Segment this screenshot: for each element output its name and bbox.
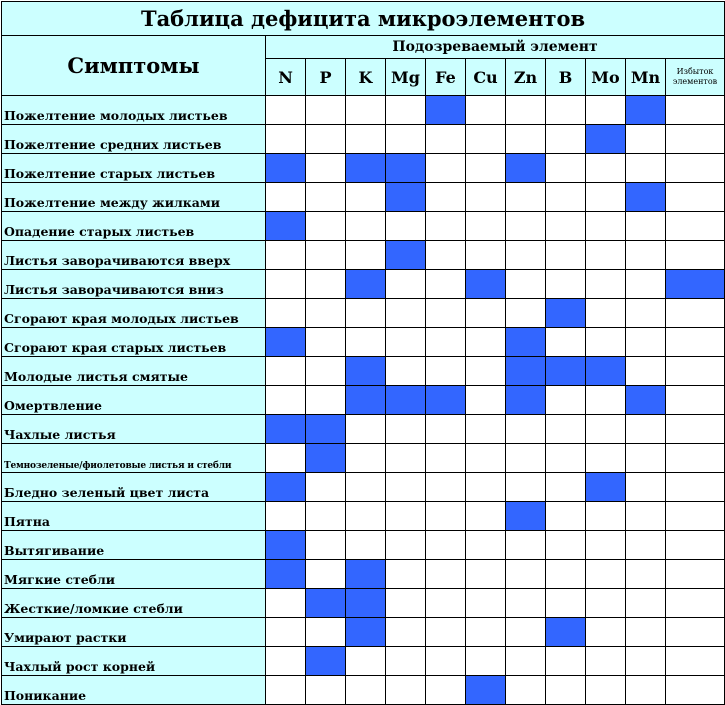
empty-cell bbox=[306, 618, 346, 647]
empty-cell bbox=[266, 357, 306, 386]
empty-cell bbox=[626, 241, 666, 270]
empty-cell bbox=[666, 154, 725, 183]
marked-cell bbox=[346, 618, 386, 647]
marked-cell bbox=[506, 154, 546, 183]
marked-cell bbox=[346, 154, 386, 183]
element-header-8: Mo bbox=[586, 59, 626, 96]
empty-cell bbox=[306, 560, 346, 589]
marked-cell bbox=[506, 328, 546, 357]
table-row bbox=[2, 647, 725, 676]
empty-cell bbox=[386, 502, 426, 531]
empty-cell bbox=[346, 96, 386, 125]
table-row bbox=[2, 183, 725, 212]
empty-cell bbox=[306, 270, 346, 299]
empty-cell bbox=[586, 560, 626, 589]
empty-cell bbox=[266, 125, 306, 154]
empty-cell bbox=[466, 560, 506, 589]
empty-cell bbox=[466, 125, 506, 154]
suspected-element-header: Подозреваемый элемент bbox=[266, 36, 725, 59]
empty-cell bbox=[266, 241, 306, 270]
empty-cell bbox=[666, 328, 725, 357]
empty-cell bbox=[466, 357, 506, 386]
empty-cell bbox=[626, 647, 666, 676]
empty-cell bbox=[306, 473, 346, 502]
empty-cell bbox=[546, 647, 586, 676]
empty-cell bbox=[626, 125, 666, 154]
empty-cell bbox=[586, 96, 626, 125]
empty-cell bbox=[426, 125, 466, 154]
empty-cell bbox=[386, 357, 426, 386]
empty-cell bbox=[666, 647, 725, 676]
empty-cell bbox=[626, 589, 666, 618]
empty-cell bbox=[626, 212, 666, 241]
marked-cell bbox=[586, 357, 626, 386]
table-row bbox=[2, 299, 725, 328]
empty-cell bbox=[586, 676, 626, 705]
marked-cell bbox=[386, 154, 426, 183]
marked-cell bbox=[506, 502, 546, 531]
empty-cell bbox=[506, 647, 546, 676]
empty-cell bbox=[586, 212, 626, 241]
empty-cell bbox=[546, 560, 586, 589]
empty-cell bbox=[346, 444, 386, 473]
symptom-label: Поникание bbox=[2, 676, 266, 705]
empty-cell bbox=[386, 560, 426, 589]
empty-cell bbox=[346, 328, 386, 357]
empty-cell bbox=[306, 125, 346, 154]
empty-cell bbox=[426, 241, 466, 270]
empty-cell bbox=[466, 444, 506, 473]
empty-cell bbox=[466, 618, 506, 647]
marked-cell bbox=[346, 560, 386, 589]
empty-cell bbox=[626, 502, 666, 531]
element-header-10: Избыток элементов bbox=[666, 59, 725, 96]
empty-cell bbox=[386, 270, 426, 299]
empty-cell bbox=[626, 560, 666, 589]
empty-cell bbox=[426, 473, 466, 502]
empty-cell bbox=[546, 676, 586, 705]
empty-cell bbox=[306, 212, 346, 241]
empty-cell bbox=[666, 589, 725, 618]
symptom-label: Пожелтение старых листьев bbox=[2, 154, 266, 183]
empty-cell bbox=[346, 473, 386, 502]
empty-cell bbox=[266, 444, 306, 473]
empty-cell bbox=[266, 647, 306, 676]
empty-cell bbox=[626, 357, 666, 386]
marked-cell bbox=[586, 125, 626, 154]
table-row bbox=[2, 96, 725, 125]
marked-cell bbox=[266, 212, 306, 241]
empty-cell bbox=[346, 212, 386, 241]
element-header-3: Mg bbox=[386, 59, 426, 96]
empty-cell bbox=[466, 502, 506, 531]
empty-cell bbox=[346, 676, 386, 705]
empty-cell bbox=[546, 154, 586, 183]
marked-cell bbox=[266, 560, 306, 589]
empty-cell bbox=[346, 502, 386, 531]
empty-cell bbox=[546, 125, 586, 154]
symptom-label: Сгорают края старых листьев bbox=[2, 328, 266, 357]
element-header-0: N bbox=[266, 59, 306, 96]
empty-cell bbox=[426, 502, 466, 531]
empty-cell bbox=[666, 531, 725, 560]
symptom-label: Вытягивание bbox=[2, 531, 266, 560]
empty-cell bbox=[546, 473, 586, 502]
empty-cell bbox=[346, 647, 386, 676]
empty-cell bbox=[506, 589, 546, 618]
table-row bbox=[2, 270, 725, 299]
empty-cell bbox=[546, 415, 586, 444]
element-header-4: Fe bbox=[426, 59, 466, 96]
empty-cell bbox=[546, 270, 586, 299]
empty-cell bbox=[666, 386, 725, 415]
empty-cell bbox=[546, 589, 586, 618]
empty-cell bbox=[546, 444, 586, 473]
empty-cell bbox=[506, 270, 546, 299]
symptom-label: Пожелтение между жилками bbox=[2, 183, 266, 212]
empty-cell bbox=[386, 96, 426, 125]
empty-cell bbox=[386, 299, 426, 328]
empty-cell bbox=[546, 183, 586, 212]
empty-cell bbox=[386, 589, 426, 618]
empty-cell bbox=[306, 386, 346, 415]
marked-cell bbox=[386, 183, 426, 212]
marked-cell bbox=[306, 589, 346, 618]
empty-cell bbox=[266, 270, 306, 299]
empty-cell bbox=[506, 183, 546, 212]
empty-cell bbox=[626, 270, 666, 299]
empty-cell bbox=[506, 125, 546, 154]
element-header-5: Cu bbox=[466, 59, 506, 96]
marked-cell bbox=[506, 357, 546, 386]
empty-cell bbox=[426, 560, 466, 589]
empty-cell bbox=[666, 96, 725, 125]
element-header-2: K bbox=[346, 59, 386, 96]
empty-cell bbox=[266, 299, 306, 328]
empty-cell bbox=[426, 299, 466, 328]
empty-cell bbox=[626, 618, 666, 647]
empty-cell bbox=[506, 618, 546, 647]
marked-cell bbox=[266, 473, 306, 502]
symptom-label: Бледно зеленый цвет листа bbox=[2, 473, 266, 502]
marked-cell bbox=[546, 618, 586, 647]
symptom-label: Пожелтение средних листьев bbox=[2, 125, 266, 154]
empty-cell bbox=[346, 531, 386, 560]
marked-cell bbox=[626, 183, 666, 212]
empty-cell bbox=[506, 415, 546, 444]
empty-cell bbox=[666, 299, 725, 328]
marked-cell bbox=[386, 386, 426, 415]
empty-cell bbox=[666, 618, 725, 647]
table-row bbox=[2, 589, 725, 618]
symptom-label: Чахлые листья bbox=[2, 415, 266, 444]
symptom-label: Опадение старых листьев bbox=[2, 212, 266, 241]
empty-cell bbox=[666, 502, 725, 531]
empty-cell bbox=[466, 154, 506, 183]
empty-cell bbox=[306, 154, 346, 183]
empty-cell bbox=[426, 357, 466, 386]
empty-cell bbox=[666, 676, 725, 705]
empty-cell bbox=[466, 647, 506, 676]
marked-cell bbox=[346, 270, 386, 299]
empty-cell bbox=[466, 473, 506, 502]
symptom-label: Сгорают края молодых листьев bbox=[2, 299, 266, 328]
empty-cell bbox=[426, 589, 466, 618]
symptom-label: Пожелтение молодых листьев bbox=[2, 96, 266, 125]
empty-cell bbox=[426, 618, 466, 647]
empty-cell bbox=[466, 531, 506, 560]
table-row bbox=[2, 357, 725, 386]
marked-cell bbox=[346, 589, 386, 618]
marked-cell bbox=[346, 386, 386, 415]
empty-cell bbox=[626, 531, 666, 560]
table-row bbox=[2, 676, 725, 705]
empty-cell bbox=[266, 676, 306, 705]
empty-cell bbox=[586, 386, 626, 415]
table-row bbox=[2, 618, 725, 647]
table-row bbox=[2, 415, 725, 444]
empty-cell bbox=[546, 328, 586, 357]
empty-cell bbox=[306, 328, 346, 357]
marked-cell bbox=[546, 299, 586, 328]
symptom-label: Чахлый рост корней bbox=[2, 647, 266, 676]
empty-cell bbox=[306, 299, 346, 328]
element-header-9: Mn bbox=[626, 59, 666, 96]
deficiency-table bbox=[1, 1, 725, 705]
table-row bbox=[2, 502, 725, 531]
empty-cell bbox=[546, 96, 586, 125]
element-header-6: Zn bbox=[506, 59, 546, 96]
empty-cell bbox=[506, 560, 546, 589]
symptom-rows bbox=[2, 96, 725, 705]
marked-cell bbox=[506, 386, 546, 415]
empty-cell bbox=[266, 618, 306, 647]
empty-cell bbox=[466, 386, 506, 415]
element-header-7: B bbox=[546, 59, 586, 96]
empty-cell bbox=[586, 328, 626, 357]
marked-cell bbox=[466, 676, 506, 705]
empty-cell bbox=[386, 531, 426, 560]
empty-cell bbox=[266, 96, 306, 125]
empty-cell bbox=[546, 241, 586, 270]
empty-cell bbox=[626, 444, 666, 473]
table-row bbox=[2, 328, 725, 357]
empty-cell bbox=[426, 328, 466, 357]
empty-cell bbox=[586, 589, 626, 618]
empty-cell bbox=[586, 154, 626, 183]
empty-cell bbox=[586, 299, 626, 328]
marked-cell bbox=[426, 386, 466, 415]
empty-cell bbox=[626, 676, 666, 705]
empty-cell bbox=[666, 357, 725, 386]
marked-cell bbox=[266, 531, 306, 560]
empty-cell bbox=[666, 444, 725, 473]
symptoms-column-header: Симптомы bbox=[2, 36, 266, 96]
empty-cell bbox=[586, 444, 626, 473]
symptom-label: Жесткие/ломкие стебли bbox=[2, 589, 266, 618]
empty-cell bbox=[546, 502, 586, 531]
empty-cell bbox=[506, 299, 546, 328]
marked-cell bbox=[546, 357, 586, 386]
empty-cell bbox=[426, 154, 466, 183]
table-row bbox=[2, 531, 725, 560]
marked-cell bbox=[306, 415, 346, 444]
empty-cell bbox=[586, 531, 626, 560]
empty-cell bbox=[306, 96, 346, 125]
table-row bbox=[2, 444, 725, 473]
empty-cell bbox=[386, 444, 426, 473]
marked-cell bbox=[266, 415, 306, 444]
empty-cell bbox=[586, 502, 626, 531]
empty-cell bbox=[546, 386, 586, 415]
empty-cell bbox=[506, 444, 546, 473]
empty-cell bbox=[666, 560, 725, 589]
empty-cell bbox=[586, 270, 626, 299]
empty-cell bbox=[626, 473, 666, 502]
empty-cell bbox=[586, 647, 626, 676]
empty-cell bbox=[466, 241, 506, 270]
empty-cell bbox=[626, 328, 666, 357]
empty-cell bbox=[506, 96, 546, 125]
empty-cell bbox=[346, 299, 386, 328]
marked-cell bbox=[346, 357, 386, 386]
marked-cell bbox=[586, 473, 626, 502]
empty-cell bbox=[506, 676, 546, 705]
marked-cell bbox=[306, 647, 346, 676]
marked-cell bbox=[626, 386, 666, 415]
empty-cell bbox=[666, 212, 725, 241]
table-row bbox=[2, 241, 725, 270]
empty-cell bbox=[546, 531, 586, 560]
empty-cell bbox=[626, 154, 666, 183]
marked-cell bbox=[386, 241, 426, 270]
symptom-label: Листья заворачиваются вниз bbox=[2, 270, 266, 299]
element-header-1: P bbox=[306, 59, 346, 96]
empty-cell bbox=[466, 299, 506, 328]
symptom-label: Умирают растки bbox=[2, 618, 266, 647]
symptom-label: Темнозеленые/фиолетовые листья и стебли bbox=[2, 444, 266, 473]
empty-cell bbox=[306, 183, 346, 212]
marked-cell bbox=[266, 154, 306, 183]
empty-cell bbox=[426, 531, 466, 560]
empty-cell bbox=[626, 299, 666, 328]
empty-cell bbox=[306, 241, 346, 270]
empty-cell bbox=[466, 328, 506, 357]
marked-cell bbox=[466, 270, 506, 299]
empty-cell bbox=[586, 183, 626, 212]
empty-cell bbox=[426, 270, 466, 299]
empty-cell bbox=[306, 502, 346, 531]
symptom-label: Омертвление bbox=[2, 386, 266, 415]
empty-cell bbox=[466, 415, 506, 444]
marked-cell bbox=[306, 444, 346, 473]
empty-cell bbox=[626, 415, 666, 444]
marked-cell bbox=[426, 96, 466, 125]
empty-cell bbox=[266, 386, 306, 415]
empty-cell bbox=[306, 676, 346, 705]
empty-cell bbox=[666, 183, 725, 212]
empty-cell bbox=[546, 212, 586, 241]
empty-cell bbox=[466, 183, 506, 212]
empty-cell bbox=[386, 676, 426, 705]
empty-cell bbox=[346, 241, 386, 270]
symptom-label: Пятна bbox=[2, 502, 266, 531]
empty-cell bbox=[586, 415, 626, 444]
table-row bbox=[2, 560, 725, 589]
empty-cell bbox=[666, 415, 725, 444]
empty-cell bbox=[586, 241, 626, 270]
table-row bbox=[2, 473, 725, 502]
empty-cell bbox=[386, 328, 426, 357]
symptom-label: Молодые листья смятые bbox=[2, 357, 266, 386]
empty-cell bbox=[386, 473, 426, 502]
marked-cell bbox=[626, 96, 666, 125]
table-row bbox=[2, 386, 725, 415]
table-row bbox=[2, 212, 725, 241]
empty-cell bbox=[506, 241, 546, 270]
empty-cell bbox=[266, 589, 306, 618]
empty-cell bbox=[466, 96, 506, 125]
empty-cell bbox=[666, 473, 725, 502]
empty-cell bbox=[466, 589, 506, 618]
empty-cell bbox=[506, 473, 546, 502]
table-row bbox=[2, 154, 725, 183]
empty-cell bbox=[426, 212, 466, 241]
empty-cell bbox=[506, 531, 546, 560]
marked-cell bbox=[266, 328, 306, 357]
empty-cell bbox=[666, 125, 725, 154]
empty-cell bbox=[426, 647, 466, 676]
empty-cell bbox=[306, 357, 346, 386]
empty-cell bbox=[386, 618, 426, 647]
empty-cell bbox=[466, 212, 506, 241]
empty-cell bbox=[346, 125, 386, 154]
empty-cell bbox=[386, 647, 426, 676]
empty-cell bbox=[426, 415, 466, 444]
empty-cell bbox=[386, 125, 426, 154]
table-title: Таблица дефицита микроэлементов bbox=[2, 2, 725, 36]
empty-cell bbox=[266, 502, 306, 531]
symptom-label: Мягкие стебли bbox=[2, 560, 266, 589]
empty-cell bbox=[586, 618, 626, 647]
empty-cell bbox=[666, 241, 725, 270]
empty-cell bbox=[426, 183, 466, 212]
table-row bbox=[2, 125, 725, 154]
marked-cell bbox=[666, 270, 725, 299]
empty-cell bbox=[306, 531, 346, 560]
empty-cell bbox=[346, 183, 386, 212]
empty-cell bbox=[346, 415, 386, 444]
empty-cell bbox=[386, 415, 426, 444]
symptom-label: Листья заворачиваются вверх bbox=[2, 241, 266, 270]
empty-cell bbox=[386, 212, 426, 241]
empty-cell bbox=[506, 212, 546, 241]
empty-cell bbox=[426, 676, 466, 705]
empty-cell bbox=[426, 444, 466, 473]
empty-cell bbox=[266, 183, 306, 212]
